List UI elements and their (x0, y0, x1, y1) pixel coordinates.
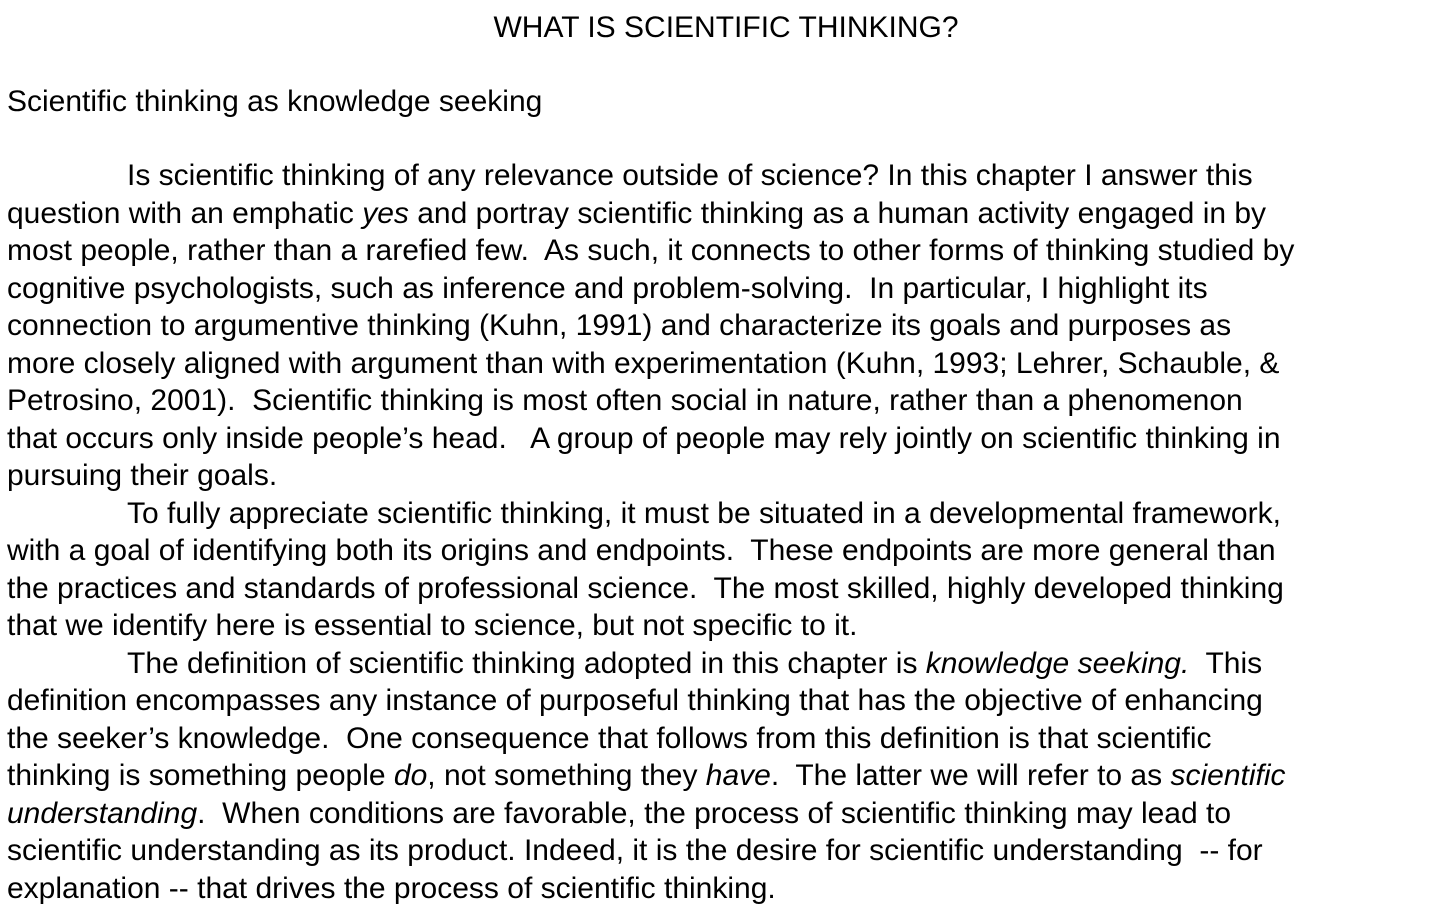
italic-text: have (705, 759, 771, 792)
text-run: that occurs only inside people’s head. A group of people may rely jointly on scientific thinking in (7, 421, 1281, 455)
text-run: pursuing their goals. (7, 459, 278, 492)
text-line (7, 645, 1294, 683)
text-line (7, 195, 1294, 233)
italic-text: understanding (7, 796, 198, 830)
page-title: WHAT IS SCIENTIFIC THINKING? (493, 11, 959, 44)
text-line (7, 157, 1294, 195)
text-line (7, 457, 1294, 495)
text-line (7, 757, 1294, 795)
text-run: more closely aligned with argument than with experimentation (Kuhn, 1993; Lehrer, Schauble, & (7, 346, 1280, 380)
text-run: This (1189, 646, 1263, 680)
text-line (7, 232, 1294, 270)
text-line (7, 570, 1294, 608)
italic-text: scientific (1170, 759, 1286, 792)
text-line (7, 532, 1294, 570)
text-line (7, 382, 1294, 420)
italic-text: yes (362, 196, 409, 230)
text-run: cognitive psychologists, such as inference and problem-solving. In particular, I highlight its (7, 271, 1208, 305)
text-line (7, 495, 1294, 533)
text-run: . When conditions are favorable, the process of scientific thinking may lead to (197, 796, 1232, 830)
italic-text: knowledge seeking. (925, 646, 1190, 680)
text-run: definition encompasses any instance of purposeful thinking that has the objective of enhancing (7, 684, 1263, 717)
text-line (7, 682, 1294, 720)
text-run: most people, rather than a rarefied few. As such, it connects to other forms of thinking studied by (7, 234, 1295, 267)
italic-text: do (393, 759, 428, 792)
section-heading: Scientific thinking as knowledge seeking (7, 85, 543, 118)
text-run: scientific understanding as its product. Indeed, it is the desire for scientific understanding -- for (7, 834, 1263, 867)
text-run: Is scientific thinking of any relevance outside of science? In this chapter I answer this (127, 159, 1253, 192)
text-line (7, 870, 1294, 908)
text-run: Petrosino, 2001). Scientific thinking is most often social in nature, rather than a phenomenon (7, 384, 1243, 417)
text-run: the practices and standards of professional science. The most skilled, highly developed thinking (7, 571, 1284, 605)
text-run: the seeker’s knowledge. One consequence that follows from this definition is that scientific (7, 721, 1212, 755)
text-line (7, 345, 1294, 383)
text-run: question with an emphatic (7, 196, 363, 230)
body-text (7, 157, 1294, 907)
text-run: explanation -- that drives the process of scientific thinking. (7, 871, 776, 905)
text-line (7, 795, 1294, 833)
text-line (7, 307, 1294, 345)
text-line (7, 832, 1294, 870)
text-run: thinking is something people (7, 759, 394, 792)
text-run: that we identify here is essential to science, but not specific to it. (7, 609, 858, 642)
text-line (7, 270, 1294, 308)
text-run: The definition of scientific thinking adopted in this chapter is (127, 646, 926, 680)
text-run: . The latter we will refer to as (770, 759, 1171, 792)
text-run: and portray scientific thinking as a human activity engaged in by (408, 196, 1267, 230)
text-run: To fully appreciate scientific thinking, it must be situated in a developmental framework, (127, 496, 1281, 530)
text-line (7, 607, 1294, 645)
text-run: connection to argumentive thinking (Kuhn, 1991) and characterize its goals and purposes as (7, 309, 1232, 342)
text-line (7, 720, 1294, 758)
text-run: , not something they (427, 759, 706, 792)
text-line (7, 420, 1294, 458)
text-run: with a goal of identifying both its origins and endpoints. These endpoints are more general than (7, 534, 1276, 567)
